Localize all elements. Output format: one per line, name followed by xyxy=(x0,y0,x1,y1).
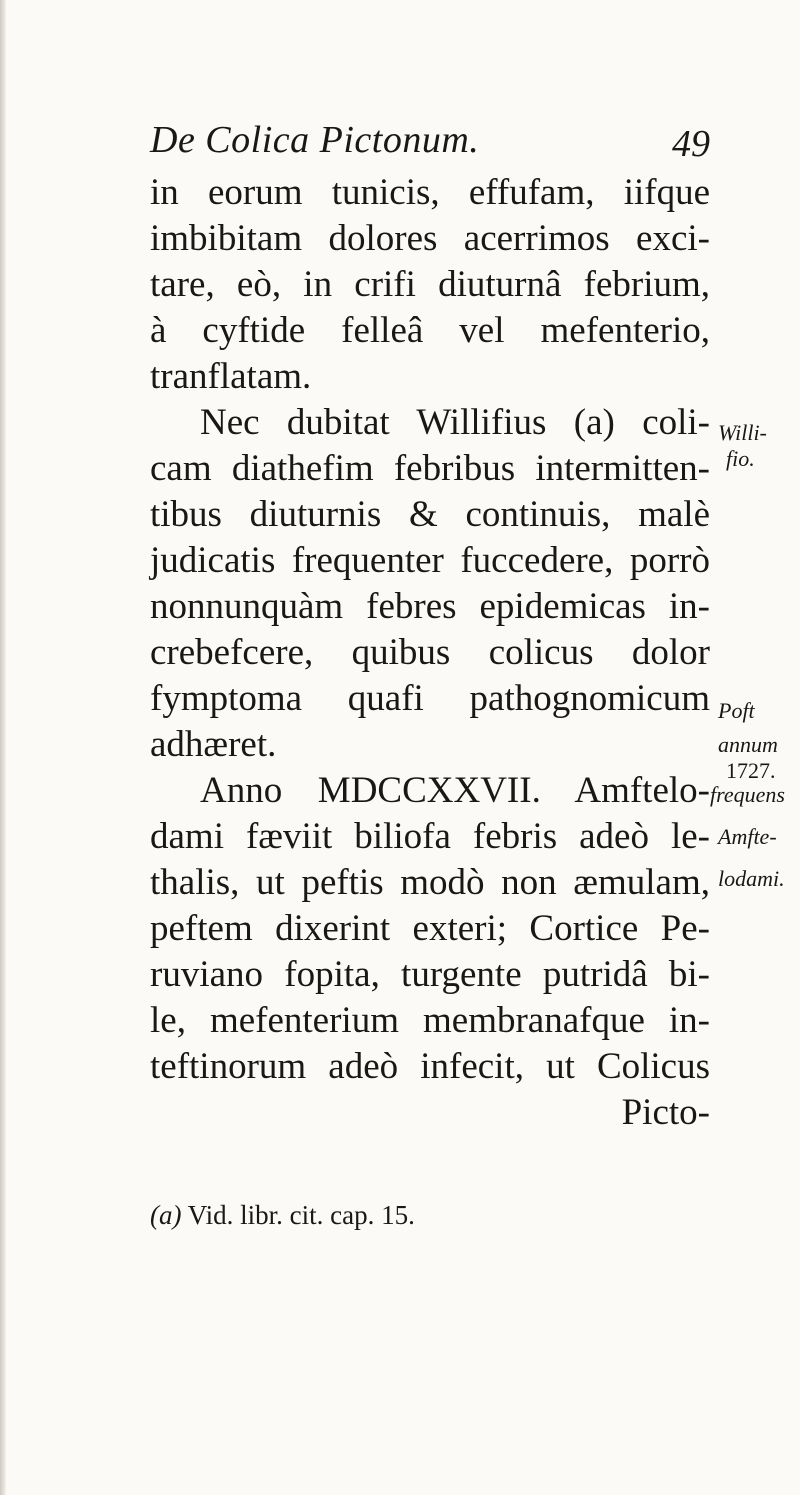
body-text xyxy=(150,170,710,1136)
margin-note-post-annum: lodami. xyxy=(718,866,785,891)
text-line: thalis, ut peftis modò non æmulam, xyxy=(150,862,710,903)
margin-note-willisio: fio. xyxy=(726,446,755,471)
catchword: Picto- xyxy=(621,1092,710,1133)
footnote xyxy=(150,1200,415,1231)
footnote-mark: (a) xyxy=(150,1200,182,1230)
margin-note-post-annum: frequens xyxy=(710,782,785,807)
margin-note-post-annum: 1727. xyxy=(726,758,776,783)
text-line: fymptoma quafi pathognomicum xyxy=(150,678,710,719)
text-line: teftinorum adeò infecit, ut Colicus xyxy=(150,1046,710,1087)
text-line: crebefcere, quibus colicus dolor xyxy=(150,632,710,673)
text-line: à cyftide felleâ vel mefenterio, xyxy=(150,310,710,351)
text-line: nonnunquàm febres epidemicas in- xyxy=(150,586,710,627)
text-line: in eorum tunicis, effufam, iifque xyxy=(150,172,710,213)
running-title: De Colica Pictonum. xyxy=(150,119,480,161)
margin-note-post-annum: Amfte- xyxy=(718,824,777,849)
text-line: imbibitam dolores acerrimos exci- xyxy=(150,218,710,259)
text-line: Nec dubitat Willifius (a) coli- xyxy=(200,402,710,443)
margin-note-willisio: Willi- xyxy=(718,420,767,445)
text-line: judicatis frequenter fuccedere, porrò xyxy=(150,540,710,581)
text-line: ruviano fopita, turgente putridâ bi- xyxy=(150,954,710,995)
page-number: 49 xyxy=(672,123,710,165)
text-line: cam diathefim febribus intermitten- xyxy=(150,448,710,489)
page-header xyxy=(150,118,710,178)
margin-note-post-annum: Poft xyxy=(718,698,755,723)
margin-note-post-annum: annum xyxy=(718,732,778,757)
text-line: dami fæviit biliofa febris adeò le- xyxy=(150,816,710,857)
text-line: le, mefenterium membranafque in- xyxy=(150,1000,710,1041)
text-line: tibus diuturnis & continuis, malè xyxy=(150,494,710,535)
text-line: tranflatam. xyxy=(150,356,312,397)
text-line: peftem dixerint exteri; Cortice Pe- xyxy=(150,908,710,949)
text-line: Anno MDCCXXVII. Amftelo- xyxy=(200,770,710,811)
text-line: tare, eò, in crifi diuturnâ febrium, xyxy=(150,264,710,305)
page-edge xyxy=(0,0,6,1495)
text-line: adhæret. xyxy=(150,724,277,765)
footnote-text: Vid. libr. cit. cap. 15. xyxy=(187,1200,415,1230)
